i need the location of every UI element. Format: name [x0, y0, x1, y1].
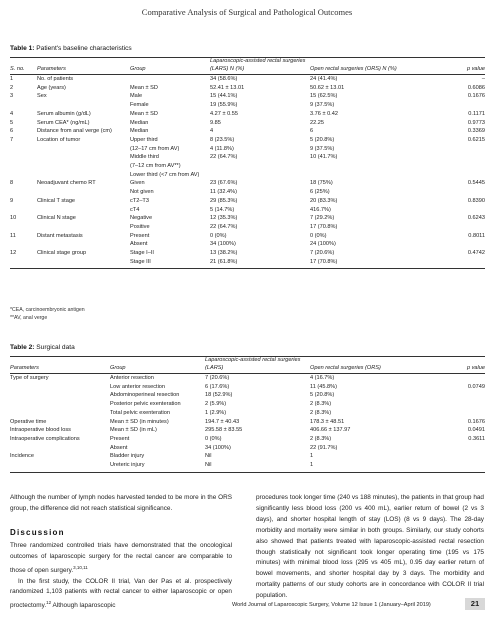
table-cell: Abdominoperineal resection: [110, 392, 180, 399]
table-cell: 15 (44.1%): [210, 93, 238, 100]
table-cell: 10: [10, 215, 17, 222]
table-cell: 7 (20.6%): [310, 250, 335, 257]
table-cell: 2 (8.3%): [310, 401, 332, 408]
table-cell: No. of patients: [37, 76, 74, 82]
table-cell: 0.6215: [467, 136, 485, 143]
table-cell: [130, 75, 210, 84]
table-cell: 178.3 ± 48.51: [310, 418, 345, 425]
table-cell: [420, 206, 485, 215]
table2-header-row: [10, 357, 485, 374]
table-cell: [37, 145, 130, 154]
table-cell: [10, 206, 37, 215]
table2-header-cell: Open rectal surgeries (ORS): [310, 357, 420, 374]
table2-caption-text: Surgical data: [34, 344, 75, 351]
citation: 3,10,11: [73, 564, 88, 570]
table-cell: Location of tumor: [37, 136, 81, 143]
table1-caption-text: Patient's baseline characteristics: [34, 45, 132, 52]
table-cell: 6 (17.6%): [205, 383, 230, 390]
table-row: [10, 383, 485, 392]
table-cell: [420, 188, 485, 197]
table-cell: Ureteric injury: [110, 462, 145, 469]
table1-header-cell: S. no.: [10, 58, 37, 75]
table-cell: [10, 258, 37, 269]
table-cell: [10, 153, 37, 162]
table-cell: 4: [210, 128, 214, 135]
table-cell: [10, 145, 37, 154]
table-cell: 17 (70.8%): [310, 223, 338, 230]
paragraph: [10, 541, 232, 577]
table-cell: [10, 400, 110, 409]
table-cell: [37, 188, 130, 197]
table-cell: 11 (45.8%): [310, 383, 337, 390]
table1-footnotes: [10, 306, 85, 322]
table-row: [10, 110, 485, 119]
table-cell: [10, 383, 110, 392]
table-cell: Median: [130, 119, 149, 126]
table-cell: 11 (32.4%): [210, 189, 237, 196]
table-cell: Upper third: [130, 136, 158, 143]
table-cell: 1 (2.9%): [205, 409, 227, 416]
table-cell: Serum CEA* (ng/mL): [37, 119, 90, 126]
table-cell: Median: [130, 128, 149, 135]
table-cell: 22.25: [310, 119, 324, 126]
table-cell: 7: [10, 136, 14, 143]
table-row: [10, 179, 485, 188]
table-cell: [420, 145, 485, 154]
table-cell: 24 (100%): [310, 241, 336, 248]
table-row: [10, 92, 485, 101]
baseline-characteristics-table: [10, 57, 485, 269]
table-row: [10, 452, 485, 461]
page-number: 21: [465, 598, 485, 610]
table-cell: 194.7 ± 40.43: [205, 418, 240, 425]
table-cell: 6: [10, 128, 14, 135]
table-cell: 0.5445: [467, 180, 485, 187]
table2-header-cell: Parameters: [10, 357, 110, 374]
journal-footer: World Journal of Laparoscopic Surgery, Volume 12 Issue 1 (January–April 2019): [232, 602, 431, 608]
table-row: [10, 101, 485, 110]
table-row: [10, 232, 485, 241]
table-cell: 1: [310, 462, 314, 469]
table-cell: 4 (11.8%): [210, 145, 234, 152]
table-row: [10, 409, 485, 418]
table-row: [10, 206, 485, 215]
table-cell: Positive: [130, 223, 150, 230]
table-cell: 22 (64.7%): [210, 223, 238, 230]
table-cell: [10, 461, 110, 472]
table-cell: Anterior resection: [110, 375, 154, 381]
table-cell: [37, 162, 130, 171]
table-cell: 10 (41.7%): [310, 154, 338, 161]
table-cell: [420, 409, 485, 418]
table-cell: 5 (20.8%): [310, 392, 335, 399]
table-cell: 18 (75%): [310, 180, 333, 187]
table-row: [10, 374, 485, 383]
table-cell: Intraoperative complications: [10, 435, 80, 442]
table-cell: [37, 101, 130, 110]
table-row: [10, 153, 485, 162]
footnote: *CEA, carcinoembryonic antigen: [10, 307, 85, 313]
table1-header-cell: p value: [420, 58, 485, 75]
footnote: **AV, anal verge: [10, 315, 48, 321]
table-cell: Mean ± SD (in minutes): [110, 418, 169, 425]
table-cell: [10, 171, 37, 180]
table-cell: 6 (25%): [310, 189, 330, 196]
table-row: [10, 223, 485, 232]
table-cell: 4: [10, 110, 14, 117]
table-cell: 34 (100%): [210, 241, 236, 248]
body-left-column: [10, 493, 232, 612]
table-cell: [210, 171, 310, 180]
table-row: [10, 75, 485, 84]
table-cell: 3.76 ± 0.42: [310, 110, 338, 117]
table-cell: Bladder injury: [110, 453, 145, 460]
table-cell: 19 (55.9%): [210, 102, 238, 109]
table-cell: 1: [10, 76, 14, 82]
table-cell: [420, 258, 485, 269]
table-row: [10, 391, 485, 400]
table-cell: Incidence: [10, 453, 34, 460]
table-row: [10, 214, 485, 223]
table1-header-cell: Laparoscopic-assisted rectal surgeries (LARS) N (%): [210, 58, 310, 75]
table-cell: cT4: [130, 206, 140, 213]
table-cell: 7 (29.2%): [310, 215, 335, 222]
table-cell: 1: [310, 453, 314, 460]
table-cell: Operative time: [10, 418, 47, 425]
table-cell: Present: [110, 435, 130, 442]
table-cell: 4 (16.7%): [310, 375, 335, 381]
table-cell: 0.1676: [467, 418, 485, 425]
table-cell: 0.1171: [468, 110, 485, 117]
table-row: [10, 444, 485, 453]
table-cell: 416.7%): [310, 206, 331, 213]
table-cell: 9 (37.5%): [310, 145, 335, 152]
table-cell: Absent: [110, 444, 128, 451]
table-cell: 0.0749: [467, 383, 485, 390]
table-cell: Stage III: [130, 258, 151, 265]
table-cell: [10, 101, 37, 110]
table-cell: –: [481, 76, 485, 82]
table-cell: 0.6243: [467, 215, 485, 222]
table-row: [10, 136, 485, 145]
table-cell: (12–17 cm from AV): [130, 145, 180, 152]
table-cell: 12: [10, 250, 17, 257]
table-cell: 0 (0%): [310, 232, 327, 239]
table-cell: 0.8011: [468, 232, 485, 239]
table-row: [10, 188, 485, 197]
table2-header-cell: p value: [420, 357, 485, 374]
table-cell: Male: [130, 93, 143, 100]
table-cell: [420, 153, 485, 162]
table-cell: [420, 223, 485, 232]
table-row: [10, 461, 485, 472]
table-cell: 5 (20.8%): [310, 136, 335, 143]
table-cell: 0.4742: [467, 250, 485, 257]
table1-caption: [10, 45, 132, 52]
paragraph: procedures took longer time (240 vs 188 minutes), the patients in that group had significantly less blood loss (200 vs 400 mL), earlier return of bowel (2 vs 3 days), and shorter hospital length of stay (LOS) (8 vs 9 days). The 28-day morbidity and mortality were similar in both groups. Similarly, our study cohorts also showed that patients treated with laparoscopic-assisted rectal resection though statistically not significant took longer operating time (195 vs 175 minutes) with minimal blood loss (295 vs 405 mL), 0.95 day earlier return of bowel movements, and shorter hospital day by 3 days. The morbidity and mortality patterns of our study cohorts are in concordance with COLOR II trial population.: [256, 494, 484, 600]
table1-caption-label: Table 1:: [10, 45, 35, 52]
table-cell: [37, 258, 130, 269]
table-cell: Clinical N stage: [37, 215, 76, 222]
table-cell: [10, 409, 110, 418]
table-row: [10, 162, 485, 171]
table-cell: 9 (37.5%): [310, 102, 335, 109]
table-cell: 23 (67.6%): [210, 180, 238, 187]
table-row: [10, 197, 485, 206]
table-row: [10, 258, 485, 269]
table-cell: [420, 400, 485, 409]
table-cell: [37, 153, 130, 162]
table-cell: 2 (8.3%): [310, 409, 332, 416]
table-cell: 8: [10, 180, 14, 187]
table-cell: 50.62 ± 13.01: [310, 84, 345, 91]
table-cell: Posterior pelvic exenteration: [110, 401, 181, 408]
table-cell: (7–12 cm from AV**): [130, 163, 181, 170]
table-cell: Total pelvic exenteration: [110, 409, 171, 416]
paragraph-text: In the first study, the COLOR II trial, Van der Pas et al. prospectively randomized 1,103 patients with rectal cancer to either laparoscopic or open proctectomy.: [10, 577, 232, 610]
citation: 12: [46, 600, 52, 606]
table-cell: 24 (41.4%): [310, 76, 338, 82]
table-cell: Absent: [130, 241, 148, 248]
table-row: [10, 418, 485, 427]
table-cell: [420, 444, 485, 453]
table-cell: 0.6086: [467, 84, 485, 91]
table-cell: Mean ± SD: [130, 84, 158, 91]
table-row: [10, 400, 485, 409]
table-cell: [37, 223, 130, 232]
table-cell: [420, 101, 485, 110]
table-cell: Lower third (<7 cm from AV): [130, 171, 200, 178]
table-cell: 20 (83.3%): [310, 197, 338, 204]
table1-header-row: [10, 58, 485, 75]
table-cell: 13 (38.2%): [210, 250, 238, 257]
table-cell: 22 (64.7%): [210, 154, 238, 161]
table-cell: [10, 223, 37, 232]
paragraph-text: Although laparoscopic: [51, 602, 116, 610]
table-cell: [10, 240, 37, 249]
table-cell: Mean ± SD (in mL): [110, 427, 157, 434]
table-cell: 2 (5.9%): [205, 401, 227, 408]
table-cell: 6: [310, 128, 314, 135]
running-header: Comparative Analysis of Surgical and Pathological Outcomes: [141, 7, 353, 17]
table-cell: Clinical T stage: [37, 197, 76, 204]
table-cell: [10, 162, 37, 171]
paragraph: Although the number of lymph nodes harvested tended to be more in the ORS group, the difference did not reach statistical significance.: [10, 494, 232, 512]
table-cell: [10, 444, 110, 453]
table-cell: Distant metastasis: [37, 232, 83, 239]
table-cell: Female: [130, 102, 149, 109]
table-cell: [310, 171, 420, 180]
table-cell: 12 (35.3%): [210, 215, 238, 222]
table-cell: [310, 162, 420, 171]
table-cell: 295.58 ± 83.55: [205, 427, 243, 434]
table-cell: [10, 391, 110, 400]
table-cell: Serum albumin (g/dL): [37, 110, 91, 117]
table-cell: Intraoperative blood loss: [10, 427, 71, 434]
table-row: [10, 171, 485, 180]
table-cell: 0 (0%): [205, 435, 222, 442]
table-cell: 2 (8.3%): [310, 435, 332, 442]
table-cell: Mean ± SD: [130, 110, 158, 117]
table-cell: 17 (70.8%): [310, 258, 338, 265]
table-row: [10, 249, 485, 258]
table1-header-cell: Open rectal surgeries (ORS) N (%): [310, 58, 420, 75]
table-cell: 9.85: [210, 119, 221, 126]
table-cell: 406.66 ± 137.97: [310, 427, 351, 434]
table-cell: [420, 374, 485, 383]
table-cell: 52.41 ± 13.01: [210, 84, 245, 91]
table-row: [10, 84, 485, 93]
table2-caption: [10, 344, 75, 351]
table-cell: 0.1676: [467, 93, 485, 100]
table-row: [10, 119, 485, 128]
table-cell: 0 (0%): [210, 232, 227, 239]
paragraph: [10, 577, 232, 613]
table-cell: 7 (20.6%): [205, 375, 230, 381]
table-cell: 11: [10, 232, 16, 239]
table-cell: 34 (100%): [205, 444, 231, 451]
table-row: [10, 145, 485, 154]
table-cell: Sex: [37, 93, 47, 100]
table-cell: 0.3611: [468, 435, 485, 442]
table-cell: Type of surgery: [10, 375, 49, 381]
table-cell: Neoadjuvant chemo RT: [37, 180, 96, 187]
body-right-column: [256, 493, 484, 602]
table-cell: 0.0491: [467, 427, 485, 434]
table-cell: Present: [130, 232, 150, 239]
table-cell: 18 (52.9%): [205, 392, 233, 399]
table-cell: [37, 240, 130, 249]
table-cell: [37, 206, 130, 215]
table2-header-cell: Laparoscopic-assisted rectal surgeries (LARS): [205, 357, 310, 374]
table-cell: Clinical stage group: [37, 250, 87, 257]
table1-header-cell: Group: [130, 58, 210, 75]
table-cell: [37, 171, 130, 180]
table-cell: [420, 171, 485, 180]
table-cell: Age (years): [37, 84, 66, 91]
table-cell: Low anterior resection: [110, 383, 166, 390]
table-cell: Not given: [130, 189, 154, 196]
table1-header-cell: Parameters: [37, 58, 130, 75]
table-cell: 9: [10, 197, 14, 204]
table-row: [10, 426, 485, 435]
table-row: [10, 435, 485, 444]
surgical-data-table: [10, 356, 485, 473]
table-cell: Nil: [205, 462, 212, 469]
table2-header-cell: Group: [110, 357, 205, 374]
table-cell: [420, 452, 485, 461]
table-cell: 15 (62.5%): [310, 93, 338, 100]
table-cell: cT2–T3: [130, 197, 149, 204]
table-cell: 0.3369: [467, 128, 485, 135]
table-cell: 5 (14.7%): [210, 206, 235, 213]
table-row: [10, 240, 485, 249]
table-cell: 21 (61.8%): [210, 258, 238, 265]
table-cell: 22 (91.7%): [310, 444, 338, 451]
table-cell: 3: [10, 93, 14, 100]
table-cell: [420, 162, 485, 171]
table-cell: 2: [10, 84, 14, 91]
table-cell: 29 (85.3%): [210, 197, 238, 204]
table-cell: 34 (58.6%): [210, 76, 238, 82]
table-cell: 8 (23.5%): [210, 136, 235, 143]
table-cell: Stage I–II: [130, 250, 154, 257]
paragraph-text: Three randomized controlled trials have demonstrated that the oncological outcomes of laparoscopic surgery for the rectal cancer are comparable to those of open surgery.: [10, 541, 232, 574]
table-row: [10, 127, 485, 136]
table-cell: Distance from anal verge (cm): [37, 128, 112, 135]
discussion-heading: Discussion: [10, 527, 65, 537]
table-cell: Given: [130, 180, 145, 187]
table-cell: 0.9773: [467, 119, 485, 126]
table-cell: [420, 461, 485, 472]
table-cell: Nil: [205, 453, 212, 460]
table-cell: 5: [10, 119, 14, 126]
table-cell: [10, 188, 37, 197]
table2-caption-label: Table 2:: [10, 344, 35, 351]
table-cell: Middle third: [130, 154, 159, 161]
table-cell: [420, 240, 485, 249]
table-cell: Negative: [130, 215, 153, 222]
table-cell: [210, 162, 310, 171]
table-cell: 4.27 ± 0.55: [210, 110, 238, 117]
table-cell: 0.8390: [467, 197, 485, 204]
table-cell: [420, 391, 485, 400]
